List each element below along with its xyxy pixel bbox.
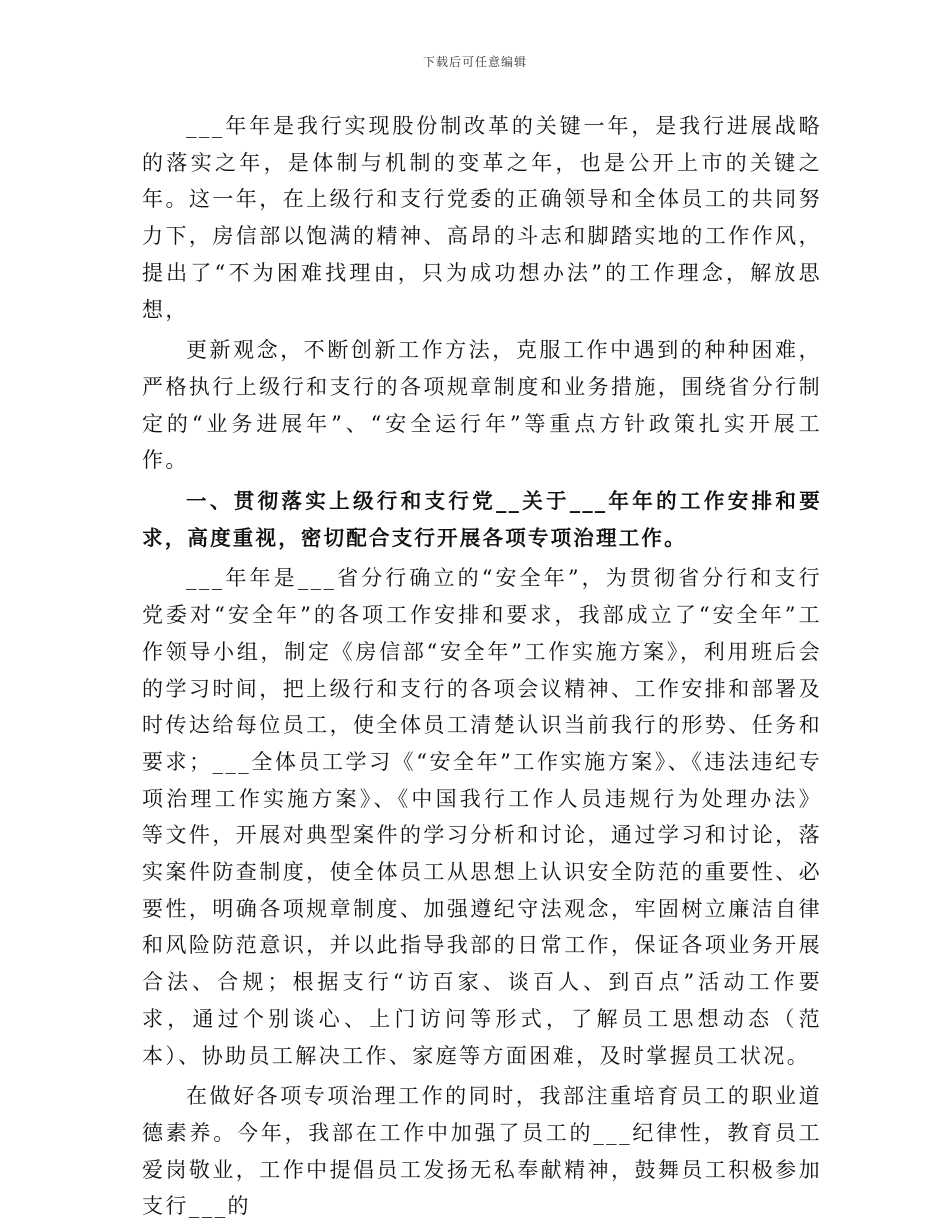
paragraph-safety-year: ___年年是___省分行确立的“安全年”，为贯彻省分行和支行党委对“安全年”的各项工作安排和要求，我部成立了“安全年”工作领导小组，制定《房信部“安全年”工作实施方案》，利用班后会的学习时间，把上级行和支行的各项会议精神、工作安排和部署及时传达给每位员工，使全体员工清楚认识当前我行的形势、任务和要求；___全体员工学习《“安全年”工作实施方案》、《违法违纪专项治理工作实施方案》、《中国我行工作人员违规行为处理办法》等文件，开展对典型案件的学习分析和讨论，通过学习和讨论，落实案件防查制度，使全体员工从思想上认识安全防范的重要性、必要性，明确各项规章制度、加强遵纪守法观念，牢固树立廉洁自律和风险防范意识，并以此指导我部的日常工作，保证各项业务开展合法、合规；根据支行“访百家、谈百人、到百点”活动工作要求，通过个别谈心、上门访问等形式，了解员工思想动态（范本）、协助员工解决工作、家庭等方面困难，及时掌握员工状况。 xyxy=(142,566,822,1068)
document-body xyxy=(142,108,822,1225)
paragraph-continuation: 更新观念，不断创新工作方法，克服工作中遇到的种种困难，严格执行上级行和支行的各项规章制度和业务措施，围绕省分行制定的“业务进展年”、“安全运行年”等重点方针政策扎实开展工作。 xyxy=(142,338,822,473)
paragraph-ethics: 在做好各项专项治理工作的同时，我部注重培育员工的职业道德素养。今年，我部在工作中加强了员工的___纪律性，教育员工爱岗敬业，工作中提倡员工发扬无私奉献精神，鼓舞员工积极参加支行___的 xyxy=(142,1084,822,1219)
header-note: 下载后可任意编辑 xyxy=(422,55,527,69)
paragraph-intro: ___年年是我行实现股份制改革的关键一年，是我行进展战略的落实之年，是体制与机制的变革之年，也是公开上市的关键之年。这一年，在上级行和支行党委的正确领导和全体员工的共同努力下，房信部以饱满的精神、高昂的斗志和脚踏实地的工作作风，提出了“不为困难找理由，只为成功想办法”的工作理念，解放思想， xyxy=(142,114,822,322)
section-heading-1: 一、贯彻落实上级行和支行党__关于___年年的工作安排和要求，高度重视，密切配合支行开展各项专项治理工作。 xyxy=(142,489,822,550)
